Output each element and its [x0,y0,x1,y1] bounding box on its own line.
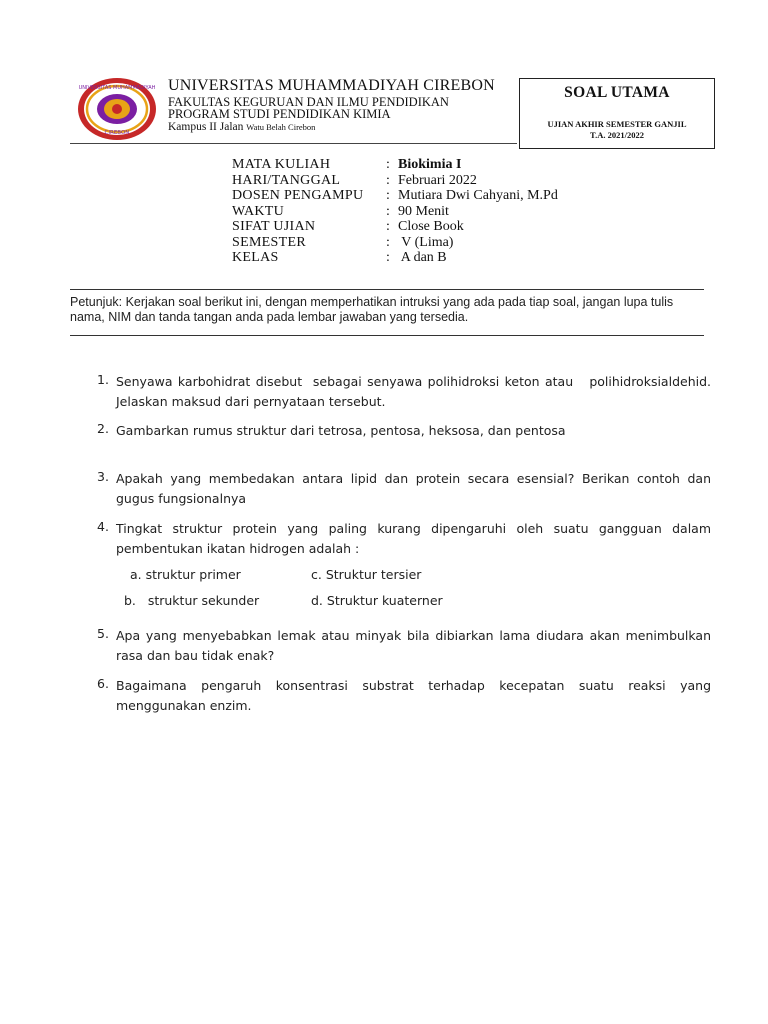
info-value: A dan B [398,250,447,265]
question-item [97,626,711,666]
exam-type-title: SOAL UTAMA [564,84,670,101]
question-item [97,676,711,716]
info-row-duration [232,204,558,220]
question-item [97,421,711,441]
exam-type-subtitle: UJIAN AKHIR SEMESTER GANJIL [547,119,687,129]
info-row-lecturer [232,188,558,204]
question-text: Apa yang menyebabkan lemak atau minyak bila dibiarkan lama diudara akan menimbulkan rasa dan bau tidak enak? [116,628,711,663]
university-seal-icon [77,77,157,141]
svg-text:CIREBON: CIREBON [104,130,130,136]
info-value: Close Book [398,219,464,234]
university-name: UNIVERSITAS MUHAMMADIYAH CIREBON [168,77,495,94]
exam-type-box [519,78,715,149]
question-number: 5. [97,626,109,641]
info-colon: : [386,203,390,219]
campus-address-street: Watu Belah Cirebon [246,122,316,132]
question-number: 6. [97,676,109,691]
info-value: Biokimia I [398,157,462,172]
info-colon: : [386,188,390,203]
info-label: HARI/TANGGAL [232,172,341,188]
question-number: 1. [97,372,109,387]
question-number: 2. [97,421,109,436]
info-row-course [232,157,558,173]
info-value: Mutiara Dwi Cahyani, M.Pd [398,188,558,203]
question-number: 4. [97,519,109,534]
svg-text:UNIVERSITAS MUHAMMADIYAH: UNIVERSITAS MUHAMMADIYAH [78,85,156,91]
campus-address [168,121,315,133]
info-label: SEMESTER [232,234,306,250]
question-text: Tingkat struktur protein yang paling kurang dipengaruhi oleh suatu gangguan dalam pembentukan ikatan hidrogen adalah : [116,521,711,556]
question-text: Bagaimana pengaruh konsentrasi substrat terhadap kecepatan suatu reaksi yang menggunakan enzim. [116,678,711,713]
info-colon: : [386,250,390,265]
info-value: 90 Menit [398,203,449,219]
question-text: Senyawa karbohidrat disebut sebagai senyawa polihidroksi keton atau polihidroksialdehid. Jelaskan maksud dari pernyataan tersebut. [116,374,715,409]
question-item [97,469,711,509]
option-b: b. struktur sekunder [124,593,260,608]
info-label: KELAS [232,250,279,265]
info-value: V (Lima) [398,234,454,250]
question-number: 3. [97,469,109,484]
instructions-top-rule [70,289,704,290]
info-row-semester [232,235,558,251]
faculty-name: FAKULTAS KEGURUAN DAN ILMU PENDIDIKAN [168,95,449,109]
question-text: Gambarkan rumus struktur dari tetrosa, pentosa, heksosa, dan pentosa [116,423,566,438]
question-text: Apakah yang membedakan antara lipid dan protein secara esensial? Berikan contoh dan gugus fungsionalnya [116,471,711,506]
option-a: a. struktur primer [130,567,241,582]
info-label: DOSEN PENGAMPU [232,188,364,203]
info-colon: : [386,234,390,250]
instructions-text: Petunjuk: Kerjakan soal berikut ini, dengan memperhatikan intruksi yang ada pada tiap soal, jangan lupa tulis nama, NIM dan tanda tangan anda pada lembar jawaban yang tersedia. [70,295,674,324]
option-c: c. Struktur tersier [311,567,422,582]
university-logo [77,77,157,141]
question-item [97,372,715,412]
info-row-class [232,250,558,266]
info-colon: : [386,172,390,188]
program-name: PROGRAM STUDI PENDIDIKAN KIMIA [168,107,391,121]
info-label: SIFAT UJIAN [232,219,316,234]
campus-address-main: Kampus II Jalan [168,121,244,133]
question-item [97,519,711,559]
info-value: Februari 2022 [398,172,477,188]
info-label: WAKTU [232,203,285,219]
exam-info-table [232,157,558,266]
info-colon: : [386,157,390,172]
academic-year: T.A. 2021/2022 [590,130,644,140]
instructions-bottom-rule [70,335,704,336]
info-row-date [232,173,558,189]
info-row-exam-type [232,219,558,235]
info-label: MATA KULIAH [232,157,331,172]
info-colon: : [386,219,390,234]
header-divider [70,143,517,144]
option-d: d. Struktur kuaterner [311,593,443,608]
